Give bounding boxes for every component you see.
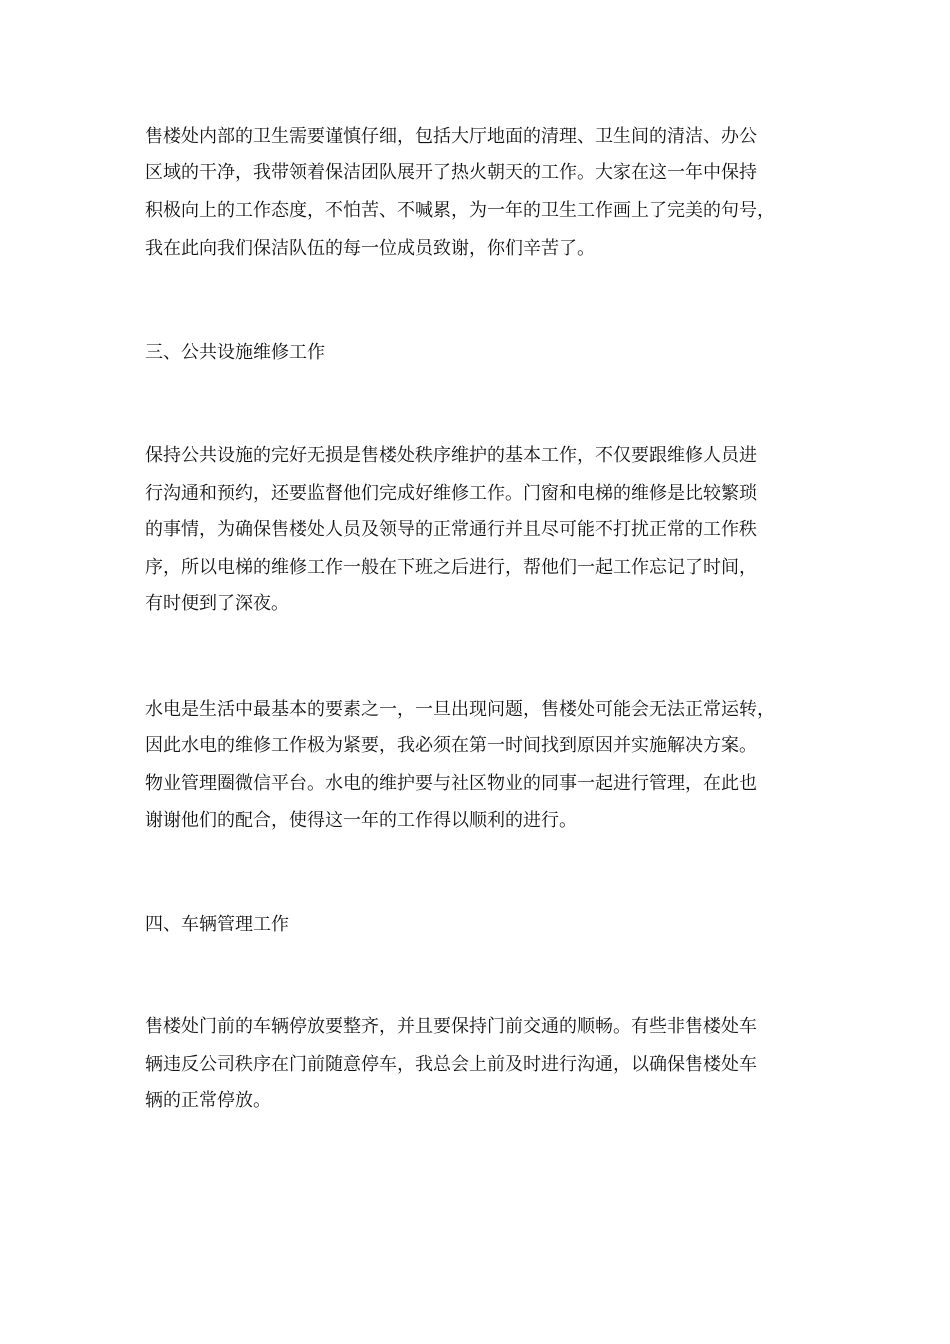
- paragraph-1-line-1: 售楼处内部的卫生需要谨慎仔细，包括大厅地面的清理、卫生间的清洁、办公: [145, 126, 757, 147]
- paragraph-2-line-4: 序，所以电梯的维修工作一般在下班之后进行，帮他们一起工作忘记了时间，: [145, 557, 757, 578]
- paragraph-2-line-1: 保持公共设施的完好无损是售楼处秩序维护的基本工作，不仅要跟维修人员进: [145, 445, 757, 466]
- paragraph-3-line-1: 水电是生活中最基本的要素之一，一旦出现问题，售楼处可能会无法正常运转，: [145, 699, 775, 720]
- paragraph-3-line-3: 物业管理圈微信平台。水电的维护要与社区物业的同事一起进行管理，在此也: [145, 773, 757, 794]
- section-heading-4: 四、车辆管理工作: [145, 914, 289, 935]
- paragraph-3-line-4: 谢谢他们的配合，使得这一年的工作得以顺利的进行。: [145, 810, 577, 831]
- paragraph-4-line-1: 售楼处门前的车辆停放要整齐，并且要保持门前交通的顺畅。有些非售楼处车: [145, 1016, 757, 1037]
- paragraph-1-line-2: 区域的干净，我带领着保洁团队展开了热火朝天的工作。大家在这一年中保持: [145, 162, 757, 183]
- paragraph-1-line-3: 积极向上的工作态度，不怕苦、不喊累，为一年的卫生工作画上了完美的句号，: [145, 200, 775, 221]
- paragraph-2-line-3: 的事情，为确保售楼处人员及领导的正常通行并且尽可能不打扰正常的工作秩: [145, 519, 757, 540]
- paragraph-2-line-2: 行沟通和预约，还要监督他们完成好维修工作。门窗和电梯的维修是比较繁琐: [145, 483, 757, 504]
- paragraph-4-line-2: 辆违反公司秩序在门前随意停车，我总会上前及时进行沟通，以确保售楼处车: [145, 1054, 757, 1075]
- paragraph-2-line-5: 有时便到了深夜。: [145, 593, 289, 614]
- section-heading-3: 三、公共设施维修工作: [145, 342, 325, 363]
- paragraph-4-line-3: 辆的正常停放。: [145, 1090, 271, 1111]
- paragraph-1-line-4: 我在此向我们保洁队伍的每一位成员致谢，你们辛苦了。: [145, 238, 595, 259]
- paragraph-3-line-2: 因此水电的维修工作极为紧要，我必须在第一时间找到原因并实施解决方案。: [145, 735, 757, 756]
